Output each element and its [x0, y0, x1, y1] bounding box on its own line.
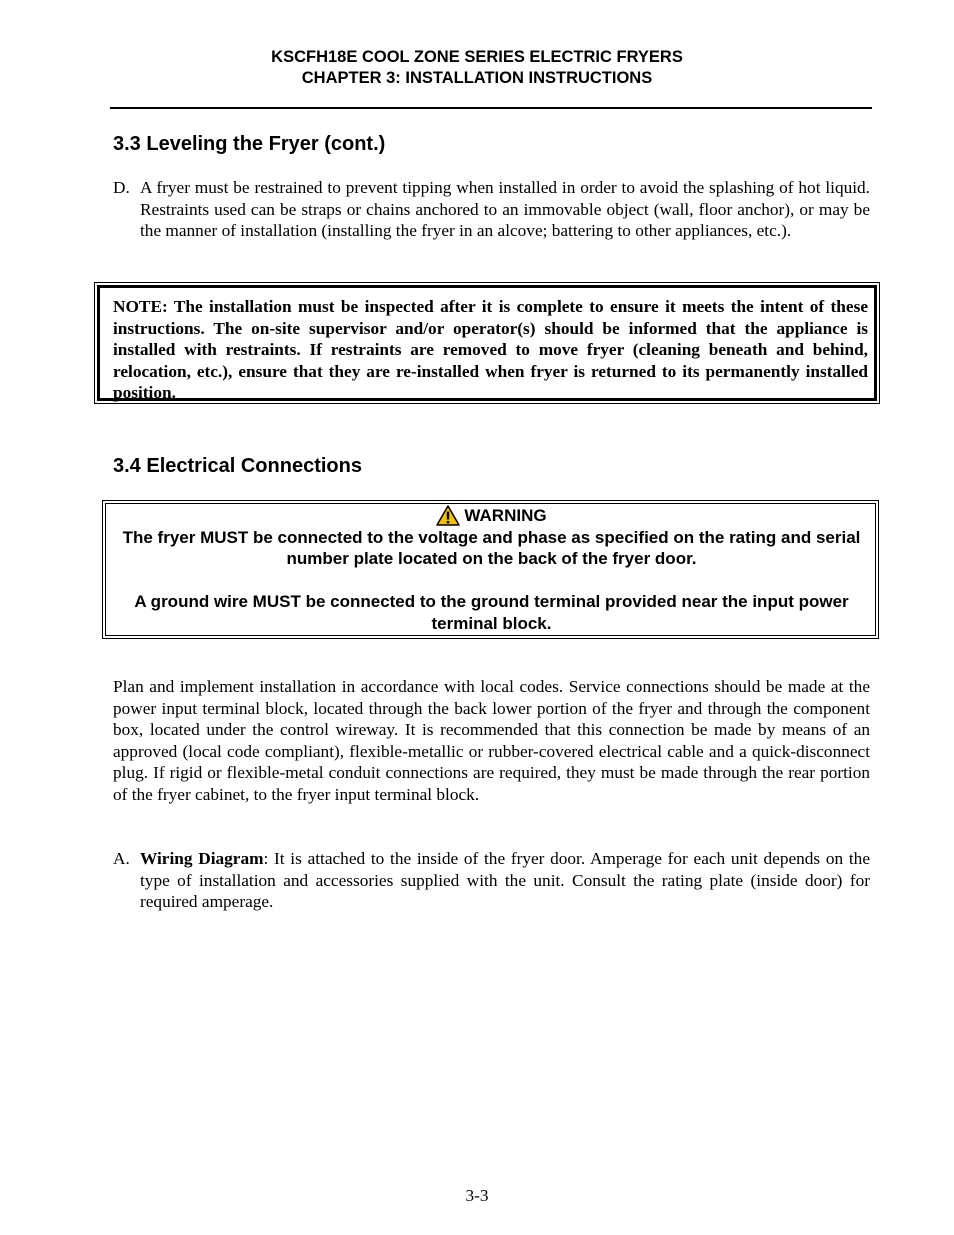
note-text: NOTE: The installation must be inspected after it is complete to ensure it meets the intent of these instructions. The on-site supervisor and/or operator(s) should be informed that the appliance is installed with restraints. If restraints are removed to move fryer (cleaning beneath and behind, relocation, etc.), ensure that they are re-installed when fryer is returned to its permanently installed position.: [113, 297, 868, 402]
body-paragraph: Plan and implement installation in accordance with local codes. Service connections should be made at the power input terminal block, located through the back lower portion of the fryer and through the component box, located under the control wireway. It is recommended that this connection be made by means of an approved (local code compliant), flexible-metallic or rubber-covered electrical cable and a quick-disconnect plug. If rigid or flexible-metal conduit connections are required, they must be made through the rear portion of the fryer cabinet, to the fryer input terminal block.: [113, 677, 870, 804]
warning-triangle-icon: [436, 505, 460, 526]
list-marker: D.: [113, 178, 130, 197]
list-item-text: A fryer must be restrained to prevent tipping when installed in order to avoid the splashing of hot liquid. Restraints used can be straps or chains anchored to an immovable object (wall, floor anchor), or may be the manner of installation (installing the fryer in an alcove; battering to other appliances, etc.).: [140, 178, 870, 240]
list-item-d: [113, 177, 870, 242]
warning-title-line: [113, 505, 870, 527]
warning-text-ground: A ground wire MUST be connected to the ground terminal provided near the input power terminal block.: [134, 592, 849, 633]
wiring-diagram-label: Wiring Diagram: [140, 849, 264, 868]
warning-text-voltage: The fryer MUST be connected to the voltage and phase as specified on the rating and serial number plate located on the back of the fryer door.: [122, 527, 861, 568]
warning-box: [102, 500, 879, 639]
warning-title: WARNING: [464, 506, 547, 525]
header-divider: [110, 107, 872, 109]
note-box: [97, 285, 877, 401]
list-item-a: [113, 848, 870, 913]
wiring-diagram-text: : It is attached to the inside of the fryer door. Amperage for each unit depends on the type of installation and accessories supplied with the unit. Consult the rating plate (inside door) for required amperage.: [140, 849, 870, 911]
header-chapter: CHAPTER 3: INSTALLATION INSTRUCTIONS: [301, 69, 653, 87]
page-header: [0, 47, 954, 89]
list-marker: A.: [113, 849, 130, 868]
section-heading-3-3: 3.3 Leveling the Fryer (cont.): [113, 133, 386, 155]
page-number: 3-3: [465, 1186, 489, 1205]
section-heading-3-4: 3.4 Electrical Connections: [113, 455, 362, 477]
list-item-text: [140, 848, 870, 913]
header-title: KSCFH18E COOL ZONE SERIES ELECTRIC FRYERS: [271, 48, 683, 66]
